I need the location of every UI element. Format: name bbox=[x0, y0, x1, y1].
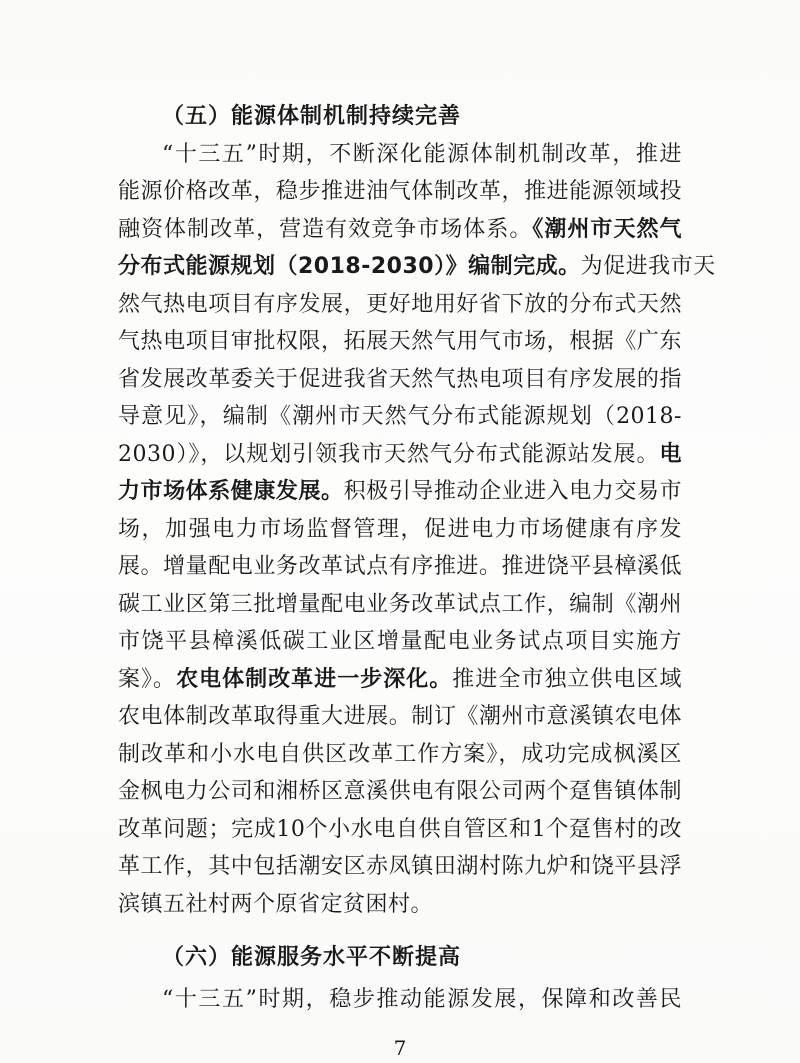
paragraph-line: 展。增量配电业务改革试点有序推进。推进饶平县樟溪低 bbox=[118, 554, 682, 579]
paragraph-line: 市饶平县樟溪低碳工业区增量配电业务试点项目实施方 bbox=[118, 629, 682, 654]
paragraph-line: 农电体制改革取得重大进展。制订《潮州市意溪镇农电体 bbox=[118, 704, 682, 729]
paragraph-line: 制改革和小水电自供区改革工作方案》，成功完成枫溪区 bbox=[118, 742, 682, 767]
paragraph-text: 为促进我市天 bbox=[580, 254, 716, 279]
paragraph-line: 然气热电项目有序发展，更好地用好省下放的分布式天然 bbox=[118, 292, 682, 317]
paragraph-line: 碳工业区第三批增量配电业务改革试点工作，编制《潮州 bbox=[118, 592, 682, 617]
paragraph-line: 改革问题；完成10个小水电自供自管区和1个趸售村的改 bbox=[118, 817, 682, 842]
paragraph-line: 场，加强电力市场监督管理，促进电力市场健康有序发 bbox=[118, 517, 682, 542]
paragraph-text: 推进全市独立供电区域 bbox=[452, 667, 682, 692]
paragraph-line bbox=[118, 473, 682, 511]
section-heading-5: （五）能源体制机制持续完善 bbox=[162, 104, 462, 129]
paragraph-text: 融资体制改革，营造有效竞争市场体系。 bbox=[118, 217, 533, 242]
paragraph-line: “十三五”时期，稳步推动能源发展，保障和改善民 bbox=[162, 987, 682, 1012]
section-heading-6: （六）能源服务水平不断提高 bbox=[162, 945, 462, 970]
paragraph-line bbox=[118, 661, 682, 699]
paragraph-text: 2030）》，以规划引领我市天然气分布式能源站发展。 bbox=[118, 442, 660, 467]
bold-text: 分布式能源规划（2018-2030）》编制完成。 bbox=[118, 254, 581, 279]
paragraph-line: “十三五”时期，不断深化能源体制机制改革，推进 bbox=[162, 142, 682, 167]
paragraph-line: 革工作，其中包括潮安区赤凤镇田湖村陈九炉和饶平县浮 bbox=[118, 854, 682, 879]
bold-text: 电 bbox=[659, 442, 682, 467]
paragraph-line: 能源价格改革，稳步推进油气体制改革，推进能源领域投 bbox=[118, 179, 682, 204]
paragraph-line: 省发展改革委关于促进我省天然气热电项目有序发展的指 bbox=[118, 367, 682, 392]
paragraph-line bbox=[118, 248, 716, 286]
paragraph-line bbox=[118, 436, 682, 474]
paragraph-line: 气热电项目审批权限，拓展天然气用气市场，根据《广东 bbox=[118, 329, 682, 354]
paragraph-line: 滨镇五社村两个原省定贫困村。 bbox=[118, 892, 434, 917]
page-number: 7 bbox=[393, 1036, 407, 1060]
paragraph-text: 案》。 bbox=[118, 667, 177, 692]
paragraph-line: 金枫电力公司和湘桥区意溪供电有限公司两个趸售镇体制 bbox=[118, 779, 682, 804]
bold-text: 《潮州市天然气 bbox=[532, 217, 682, 242]
paragraph-line: 导意见》，编制《潮州市天然气分布式能源规划（2018- bbox=[118, 404, 682, 429]
bold-text: 力市场体系健康发展。 bbox=[118, 479, 344, 504]
paragraph-line bbox=[118, 211, 682, 249]
bold-text: 农电体制改革进一步深化。 bbox=[176, 667, 453, 692]
paragraph-text: 积极引导推动企业进入电力交易市 bbox=[343, 479, 682, 504]
